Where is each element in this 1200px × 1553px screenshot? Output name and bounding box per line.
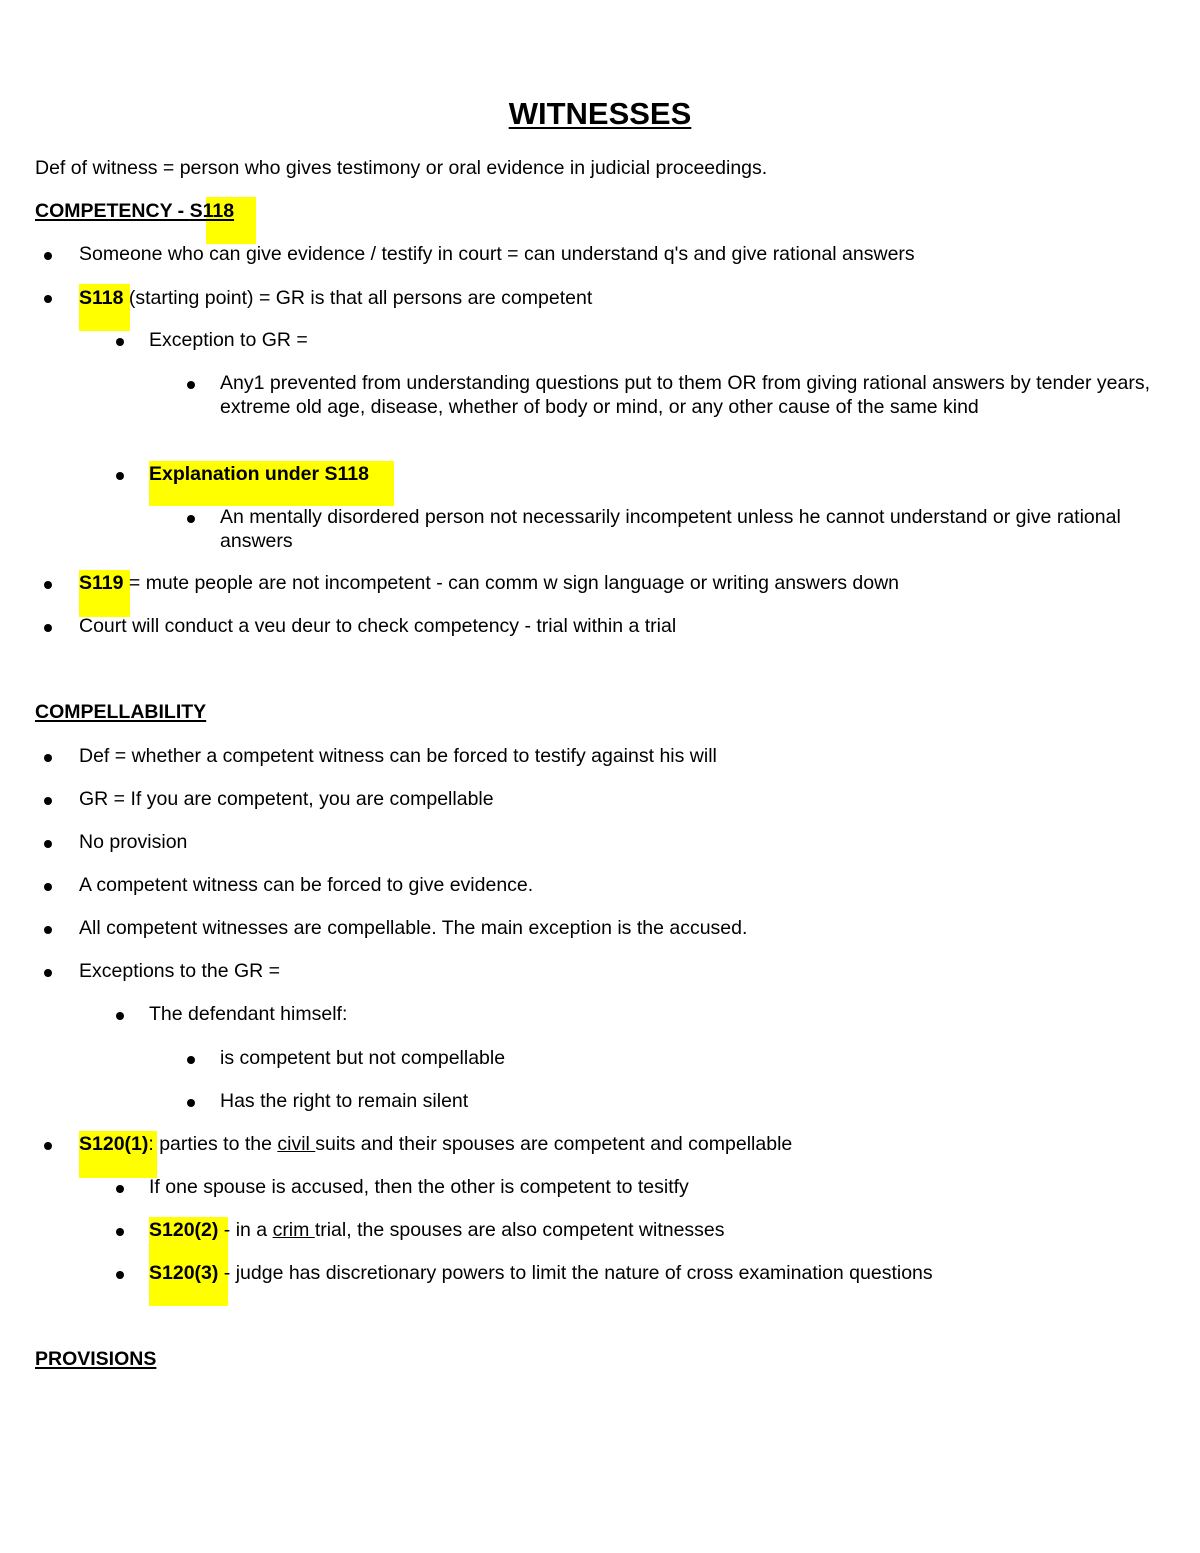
list-item: Exceptions to the GR = [79, 960, 281, 982]
list-item-text: suits and their spouses are competent and compellable [315, 1133, 793, 1155]
list-item [79, 572, 899, 596]
bullet-icon [44, 969, 52, 977]
section-ref: S120(1) [79, 1133, 149, 1155]
list-item: An mentally disordered person not necessarily incompetent unless he cannot understand or give rational answers [220, 506, 1121, 552]
provisions-heading: PROVISIONS [35, 1348, 157, 1370]
list-item: No provision [79, 831, 188, 853]
bullet-icon [187, 515, 195, 523]
list-item: Has the right to remain silent [220, 1090, 469, 1112]
list-item-text: (starting point) = GR is that all persons are competent [123, 287, 593, 309]
list-item [149, 1219, 725, 1243]
list-item-text: : parties to the [148, 1133, 278, 1155]
list-item: Explanation under S118 [149, 463, 369, 485]
section-ref: S119 [79, 572, 124, 594]
list-item: Def = whether a competent witness can be forced to testify against his will [79, 745, 717, 767]
bullet-icon [44, 295, 52, 303]
list-item-text: = mute people are not incompetent - can comm w sign language or writing answers down [123, 572, 900, 594]
page-title: WITNESSES [508, 96, 692, 131]
list-item: Exception to GR = [149, 329, 308, 351]
bullet-icon [187, 1099, 195, 1107]
list-item: The defendant himself: [149, 1003, 348, 1025]
underlined-word: civil [277, 1133, 316, 1155]
list-item [79, 287, 592, 311]
bullet-icon [116, 1012, 124, 1020]
list-item-text: - in a [218, 1219, 273, 1241]
list-item: A competent witness can be forced to give evidence. [79, 874, 534, 896]
bullet-icon [116, 1228, 124, 1236]
compellability-heading: COMPELLABILITY [35, 701, 207, 723]
list-item: is competent but not compellable [220, 1047, 506, 1069]
bullet-icon [116, 1185, 124, 1193]
competency-heading-ref: S118 [189, 200, 235, 222]
list-item: GR = If you are competent, you are compellable [79, 788, 494, 810]
witness-definition: Def of witness = person who gives testimony or oral evidence in judicial proceedings. [35, 157, 768, 179]
bullet-icon [44, 797, 52, 805]
bullet-icon [44, 926, 52, 934]
list-item-text: - judge has discretionary powers to limit the nature of cross examination questions [218, 1262, 933, 1284]
list-item [149, 1262, 933, 1286]
bullet-icon [116, 472, 124, 480]
underlined-word: crim [272, 1219, 315, 1241]
bullet-icon [116, 338, 124, 346]
list-item: If one spouse is accused, then the other is competent to tesitfy [149, 1176, 689, 1198]
list-item: Court will conduct a veu deur to check competency - trial within a trial [79, 615, 677, 637]
list-item: Any1 prevented from understanding questions put to them OR from giving rational answers by tender years, extreme old age, disease, whether of body or mind, or any other cause of the same kind [220, 372, 1150, 418]
bullet-icon [44, 883, 52, 891]
section-ref: S120(2) [149, 1219, 219, 1241]
bullet-icon [44, 252, 52, 260]
bullet-icon [116, 1271, 124, 1279]
section-ref: S118 [79, 287, 124, 309]
bullet-icon [44, 840, 52, 848]
bullet-icon [187, 1056, 195, 1064]
list-item [79, 1133, 792, 1157]
list-item: All competent witnesses are compellable. The main exception is the accused. [79, 917, 748, 939]
bullet-icon [44, 581, 52, 589]
bullet-icon [44, 624, 52, 632]
competency-heading [35, 200, 234, 224]
bullet-icon [187, 381, 195, 389]
bullet-icon [44, 754, 52, 762]
list-item: Someone who can give evidence / testify in court = can understand q's and give rational answers [79, 243, 915, 265]
section-ref: S120(3) [149, 1262, 219, 1284]
competency-heading-text: COMPETENCY - [35, 200, 190, 222]
bullet-icon [44, 1142, 52, 1150]
list-item-text: trial, the spouses are also competent witnesses [314, 1219, 725, 1241]
